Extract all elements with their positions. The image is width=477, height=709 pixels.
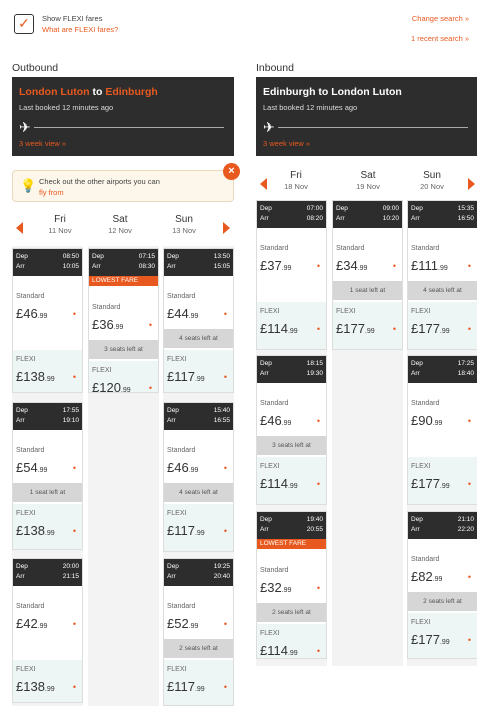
flexi-select-dot[interactable]: • [223,372,227,382]
arr-time: 08:30 [138,263,155,270]
flexi-price[interactable]: £117.99 [167,369,205,384]
top-bar [0,0,477,55]
flexi-select-dot[interactable]: • [316,324,320,334]
times-bar [13,559,82,586]
times-bar [89,249,158,276]
seats-left-notice: 3 seats left at [89,340,158,359]
day-header[interactable]: Fri 18 Nov [284,170,308,191]
fly-from-link[interactable]: fly from [39,188,64,197]
flexi-label: FLEXI [92,367,112,374]
flight-card[interactable] [12,248,83,393]
arr-label: Arr [336,215,345,222]
times-bar [408,356,477,383]
seats-left-notice: 2 seats left at [164,639,233,658]
dep-label: Dep [16,407,28,414]
seats-left-notice: 1 seat left at [13,483,82,502]
outbound-3-week-view-link[interactable]: 3 week view » [19,139,67,148]
standard-select-dot[interactable]: • [72,463,76,473]
standard-select-dot[interactable]: • [316,583,320,593]
flexi-price[interactable]: £177.99 [411,476,450,491]
arr-label: Arr [16,417,25,424]
standard-price[interactable]: £42.99 [16,616,48,631]
flight-card[interactable] [88,248,159,393]
arr-label: Arr [411,215,420,222]
close-icon[interactable]: × [223,163,240,180]
standard-price[interactable]: £32.99 [260,580,292,595]
inbound-prev-arrow-icon[interactable] [260,178,267,190]
standard-label: Standard [167,293,196,300]
times-bar [13,249,82,276]
timeline-line [34,127,224,128]
lightbulb-icon: 💡 [20,178,37,193]
flexi-select-dot[interactable]: • [467,324,471,334]
flexi-label: FLEXI [336,308,356,315]
times-bar [333,201,402,228]
flexi-price[interactable]: £117.99 [167,523,205,538]
flight-card[interactable] [12,402,83,550]
standard-select-dot[interactable]: • [467,261,471,271]
arr-label: Arr [167,417,176,424]
dep-time: 07:00 [306,205,323,212]
outbound-header [12,77,234,156]
dep-time: 17:55 [62,407,79,414]
arr-time: 21:15 [62,573,79,580]
dep-label: Dep [92,253,104,260]
arr-label: Arr [167,263,176,270]
standard-label: Standard [411,556,440,563]
dep-time: 21:10 [457,516,474,523]
flexi-label: FLEXI [260,308,280,315]
flexi-label: FLEXI [411,308,431,315]
dep-time: 15:40 [213,407,230,414]
dep-label: Dep [167,563,179,570]
dep-label: Dep [260,205,272,212]
standard-label: Standard [16,293,45,300]
flexi-price[interactable]: £114.99 [260,643,298,658]
flight-card[interactable] [163,402,234,552]
flight-card[interactable] [163,558,234,706]
standard-price[interactable]: £54.99 [16,460,48,475]
standard-price[interactable]: £52.99 [167,616,199,631]
flexi-price[interactable]: £138.99 [16,369,55,384]
arr-time: 20:40 [213,573,230,580]
standard-price[interactable]: £36.99 [92,317,124,332]
arr-time: 16:55 [213,417,230,424]
times-bar [164,249,233,276]
flight-card[interactable] [256,200,327,350]
dep-time: 09:00 [382,205,399,212]
flexi-price[interactable]: £177.99 [411,321,450,336]
flexi-price[interactable]: £114.99 [260,321,298,336]
outbound-last-booked: Last booked 12 minutes ago [19,103,114,112]
flexi-label: FLEXI [167,510,187,517]
standard-select-dot[interactable]: • [316,261,320,271]
flexi-select-dot[interactable]: • [467,635,471,645]
dep-time: 13:50 [213,253,230,260]
dep-label: Dep [336,205,348,212]
standard-label: Standard [411,245,440,252]
arr-time: 19:30 [306,370,323,377]
flight-card[interactable] [407,355,477,505]
flexi-price[interactable]: £120.99 [92,380,131,395]
flexi-label: FLEXI [411,619,431,626]
flexi-label: FLEXI [167,666,187,673]
dep-label: Dep [167,253,179,260]
seats-left-notice: 4 seats left at [164,483,233,502]
show-flexi-checkbox[interactable]: ✓ [14,14,34,34]
dep-time: 19:40 [306,516,323,523]
flexi-select-dot[interactable]: • [72,526,76,536]
outbound-title: Outbound [12,62,59,74]
standard-price[interactable]: £46.99 [260,413,292,428]
times-bar [408,512,477,539]
arr-label: Arr [167,573,176,580]
standard-select-dot[interactable]: • [148,320,152,330]
dep-time: 15:35 [457,205,474,212]
standard-price[interactable]: £34.99 [336,258,368,273]
day-header[interactable]: Sun 20 Nov [420,170,444,191]
flexi-price[interactable]: £177.99 [411,632,450,647]
standard-price[interactable]: £111.99 [411,258,448,273]
tip-text: Check out the other airports you can [39,177,160,186]
inbound-last-booked: Last booked 12 minutes ago [263,103,358,112]
seats-left-notice: 1 seat left at [333,281,402,300]
flexi-label: FLEXI [16,666,36,673]
flight-card[interactable] [407,200,477,350]
plane-icon: ✈ [263,119,275,135]
recent-search-link[interactable]: 1 recent search » [411,34,469,43]
standard-select-dot[interactable]: • [467,572,471,582]
timeline-line [278,127,468,128]
flight-card[interactable] [12,558,83,703]
flight-card[interactable] [256,511,327,659]
arr-time: 22:20 [457,526,474,533]
flight-card[interactable] [332,200,403,350]
flexi-label: FLEXI [16,510,36,517]
standard-select-dot[interactable]: • [72,619,76,629]
times-bar [164,403,233,430]
dep-time: 20:00 [62,563,79,570]
standard-select-dot[interactable]: • [223,309,227,319]
standard-label: Standard [260,400,289,407]
times-bar [257,201,326,228]
times-bar [164,559,233,586]
arr-time: 16:50 [457,215,474,222]
seats-left-notice: 4 seats left at [164,329,233,348]
lowest-fare-badge: LOWEST FARE [257,539,326,549]
outbound-route: London Luton to Edinburgh [19,86,158,98]
flight-card[interactable] [163,248,234,393]
day-header[interactable]: Sat 19 Nov [356,170,380,191]
standard-label: Standard [16,603,45,610]
flexi-select-dot[interactable]: • [316,646,320,656]
dep-time: 17:25 [457,360,474,367]
standard-select-dot[interactable]: • [392,261,396,271]
standard-select-dot[interactable]: • [72,309,76,319]
flexi-select-dot[interactable]: • [148,383,152,393]
standard-price[interactable]: £46.99 [16,306,48,321]
flexi-label: FLEXI [167,356,187,363]
outbound-next-arrow-icon[interactable] [223,222,230,234]
flexi-select-dot[interactable]: • [72,682,76,692]
flexi-select-dot[interactable]: • [223,682,227,692]
flexi-label: FLEXI [411,463,431,470]
dep-time: 07:15 [138,253,155,260]
flight-card[interactable] [407,511,477,659]
inbound-header [256,77,477,156]
standard-label: Standard [260,567,289,574]
standard-label: Standard [16,447,45,454]
arr-time: 10:05 [62,263,79,270]
flexi-price[interactable]: £138.99 [16,523,55,538]
standard-select-dot[interactable]: • [316,416,320,426]
day-header[interactable]: Fri 11 Nov [48,214,72,235]
standard-label: Standard [92,304,121,311]
arr-label: Arr [411,370,420,377]
standard-label: Standard [167,603,196,610]
flexi-price[interactable]: £177.99 [336,321,375,336]
standard-price[interactable]: £46.99 [167,460,199,475]
arr-label: Arr [260,215,269,222]
times-bar [408,201,477,228]
inbound-next-arrow-icon[interactable] [468,178,475,190]
flexi-select-dot[interactable]: • [316,479,320,489]
arr-label: Arr [92,263,101,270]
inbound-title: Inbound [256,62,294,74]
flexi-label: FLEXI [16,356,36,363]
standard-price[interactable]: £44.99 [167,306,199,321]
flexi-select-dot[interactable]: • [467,479,471,489]
flexi-price[interactable]: £114.99 [260,476,298,491]
times-bar [257,356,326,383]
arr-time: 18:40 [457,370,474,377]
dep-label: Dep [411,205,423,212]
standard-select-dot[interactable]: • [467,416,471,426]
flexi-price[interactable]: £138.99 [16,679,55,694]
seats-left-notice: 3 seats left at [257,436,326,455]
day-header[interactable]: Sat 12 Nov [108,214,132,235]
arr-time: 15:05 [213,263,230,270]
flexi-select-dot[interactable]: • [72,372,76,382]
dep-label: Dep [16,563,28,570]
times-bar [13,403,82,430]
arr-time: 19:10 [62,417,79,424]
arr-time: 10:20 [382,215,399,222]
standard-label: Standard [260,245,289,252]
dep-time: 08:50 [62,253,79,260]
standard-price[interactable]: £90.99 [411,413,443,428]
arr-label: Arr [16,263,25,270]
flexi-select-dot[interactable]: • [223,526,227,536]
flexi-label: FLEXI [260,463,280,470]
standard-price[interactable]: £37.99 [260,258,292,273]
plane-icon: ✈ [19,119,31,135]
dep-label: Dep [167,407,179,414]
standard-price[interactable]: £82.99 [411,569,443,584]
arr-time: 08:20 [306,215,323,222]
arr-label: Arr [260,370,269,377]
show-flexi-label[interactable]: Show FLEXI fares [42,14,103,23]
flexi-select-dot[interactable]: • [392,324,396,334]
seats-left-notice: 2 seats left at [408,592,477,611]
seats-left-notice: 2 seats left at [257,603,326,622]
dep-label: Dep [411,360,423,367]
flight-card[interactable] [256,355,327,505]
dep-label: Dep [16,253,28,260]
arr-label: Arr [16,573,25,580]
lowest-fare-badge: LOWEST FARE [89,276,158,286]
other-airports-tip [12,165,235,202]
dep-time: 18:15 [306,360,323,367]
flexi-price[interactable]: £117.99 [167,679,205,694]
flexi-label: FLEXI [260,630,280,637]
standard-label: Standard [411,400,440,407]
dep-time: 19:25 [213,563,230,570]
day-header[interactable]: Sun 13 Nov [172,214,196,235]
dep-label: Dep [260,516,272,523]
inbound-route: Edinburgh to London Luton [263,86,402,98]
standard-label: Standard [336,245,365,252]
arr-label: Arr [411,526,420,533]
standard-select-dot[interactable]: • [223,619,227,629]
arr-time: 20:55 [306,526,323,533]
what-are-flexi-link[interactable]: What are FLEXI fares? [42,25,119,34]
standard-select-dot[interactable]: • [223,463,227,473]
arr-label: Arr [260,526,269,533]
inbound-3-week-view-link[interactable]: 3 week view » [263,139,311,148]
dep-label: Dep [411,516,423,523]
standard-label: Standard [167,447,196,454]
times-bar [257,512,326,539]
outbound-prev-arrow-icon[interactable] [16,222,23,234]
dep-label: Dep [260,360,272,367]
change-search-link[interactable]: Change search » [411,14,469,23]
seats-left-notice: 4 seats left at [408,281,477,300]
